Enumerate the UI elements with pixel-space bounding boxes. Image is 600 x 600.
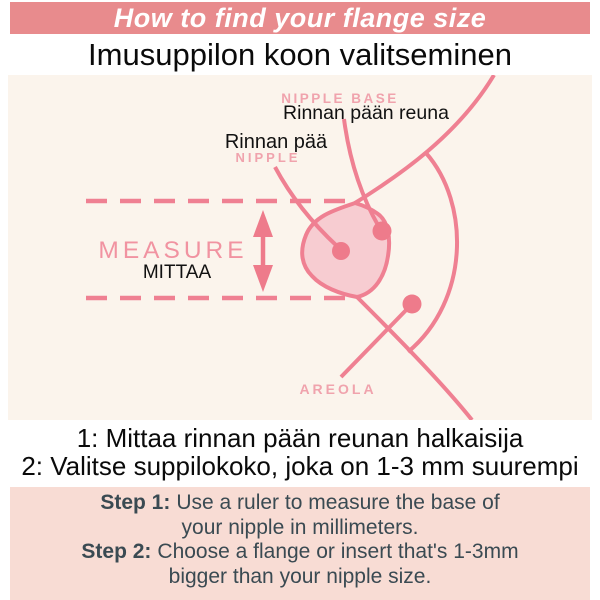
step2-line2 — [10, 565, 590, 590]
step1-text-b: your nipple in millimeters. — [181, 515, 419, 539]
label-areola-english: AREOLA — [299, 381, 377, 397]
step2-text-a: Choose a flange or insert that's 1-3mm — [157, 540, 519, 563]
nipple-dot — [332, 242, 350, 260]
header-banner — [10, 2, 590, 34]
measure-arrow-up-head — [253, 210, 273, 237]
label-measure-english: MEASURE — [98, 237, 248, 264]
label-nipple-finnish: Rinnan pää — [224, 131, 328, 153]
instruction-finnish-line1: 1: Mittaa rinnan pään reunan halkaisija — [76, 423, 524, 453]
areola-arc — [408, 153, 457, 352]
instruction-finnish-line2: 2: Valitse suppilokoko, joka on 1-3 mm suurempi — [21, 451, 579, 481]
step2-label: Step 2: — [81, 540, 152, 563]
label-nipple-base-english: NIPPLE BASE — [281, 91, 399, 106]
page-title-english: How to find your flange size — [113, 2, 487, 33]
label-nipple-base-finnish: Rinnan pään reuna — [283, 102, 449, 124]
breast-lower-curve — [357, 297, 472, 420]
label-measure-finnish: MITTAA — [142, 262, 212, 283]
steps-box — [10, 487, 590, 600]
nipple-base-dot — [373, 222, 392, 241]
label-nipple-english: NIPPLE — [235, 150, 301, 165]
step1-line1 — [10, 491, 590, 516]
step1-text-a: Use a ruler to measure the base of — [176, 491, 500, 514]
step2-text-b: bigger than your nipple size. — [168, 564, 432, 588]
breast-diagram — [8, 75, 592, 420]
step2-line1 — [10, 540, 590, 565]
step1-line2 — [10, 516, 590, 541]
step1-label: Step 1: — [100, 491, 171, 514]
areola-dot — [403, 295, 422, 314]
page-title-finnish: Imusuppilon koon valitseminen — [88, 37, 512, 72]
